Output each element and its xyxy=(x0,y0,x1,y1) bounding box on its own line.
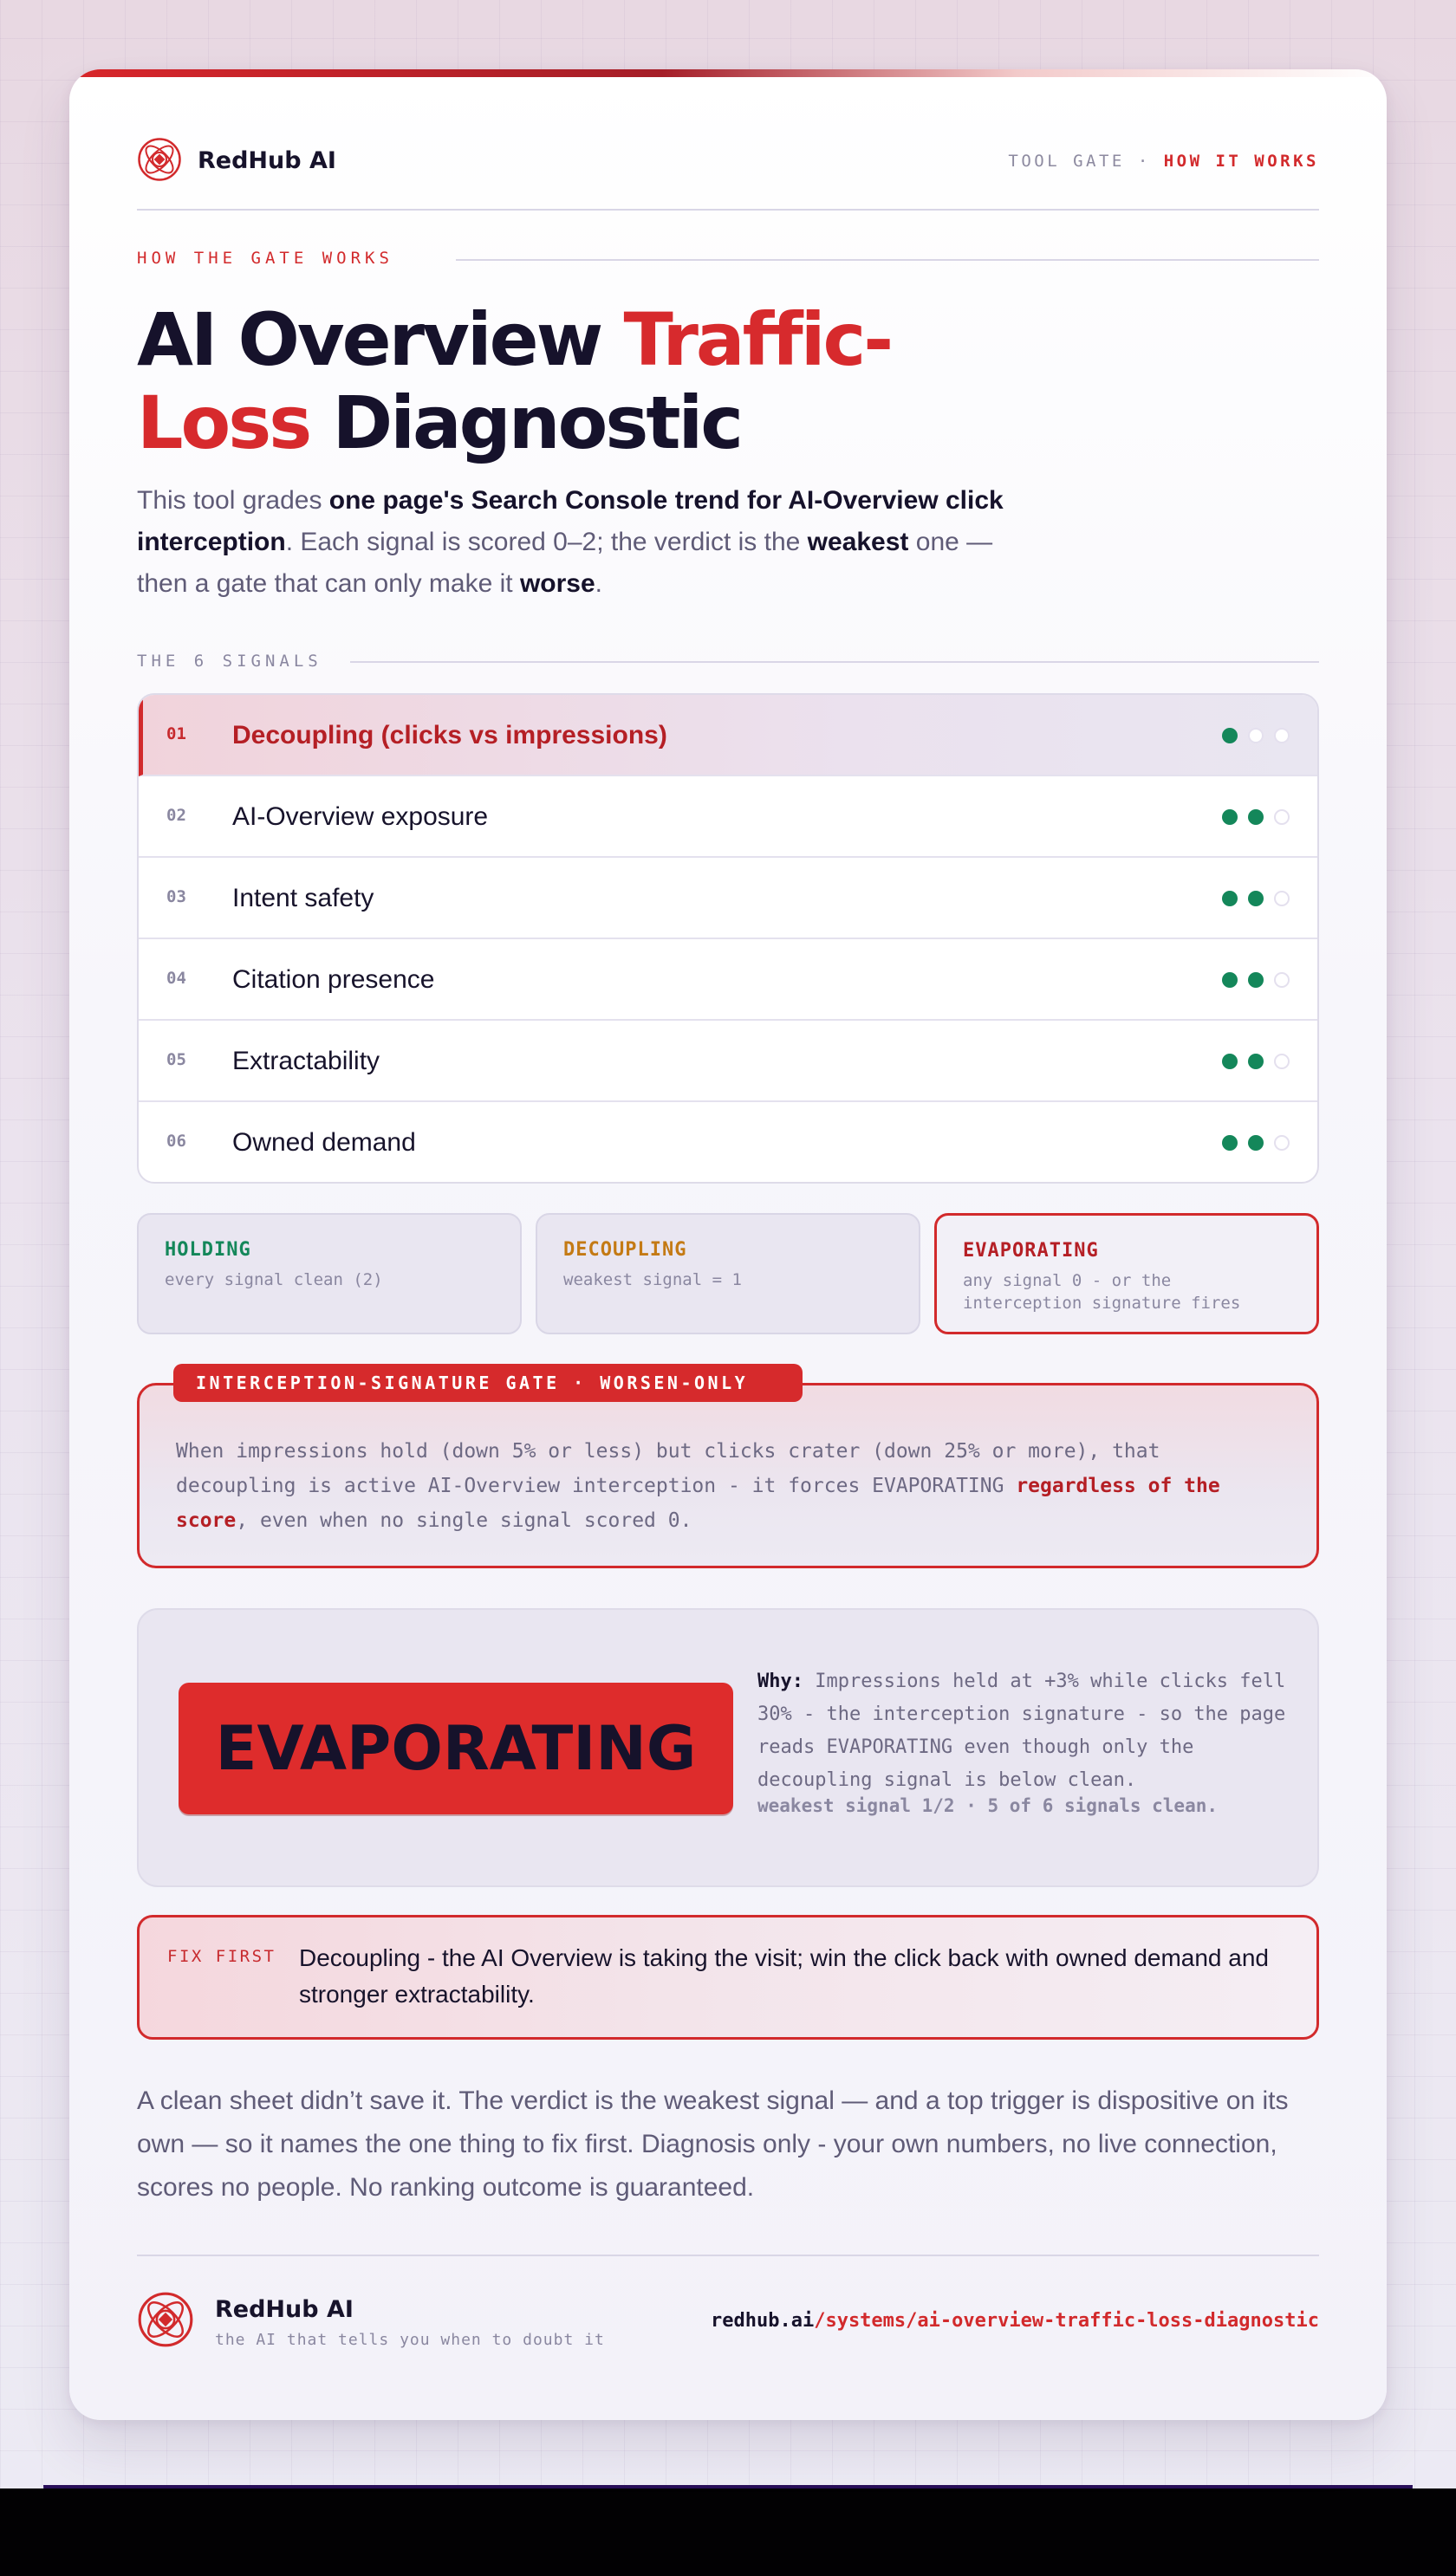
signal-number: 05 xyxy=(166,1050,186,1069)
signal-number: 02 xyxy=(166,806,186,825)
verdict-description: every signal clean (2) xyxy=(165,1270,383,1289)
why-text: Impressions held at +3% while clicks fell 30% - the interception signature - so the page reads EVAPORATING even though only the decoupling signal is below clean. xyxy=(757,1671,1286,1791)
signal-row-extractability[interactable] xyxy=(139,1021,1317,1102)
lead-bold-2: weakest xyxy=(807,528,909,556)
lead-text-4: . xyxy=(595,569,603,598)
score-dots xyxy=(1222,972,1291,988)
verdict-tile-decoupling xyxy=(536,1213,920,1334)
score-dot xyxy=(1222,1054,1238,1069)
signal-number: 03 xyxy=(166,887,186,906)
score-dot xyxy=(1274,1135,1290,1151)
redhub-logo-icon[interactable] xyxy=(137,137,182,182)
score-summary: weakest signal 1/2 · 5 of 6 signals clean. xyxy=(757,1795,1219,1816)
eyebrow-rule xyxy=(456,259,1319,261)
lead-bold-3: worse xyxy=(519,569,595,598)
signal-number: 01 xyxy=(166,724,186,743)
score-dot xyxy=(1222,1135,1238,1151)
header-nav xyxy=(1008,152,1319,171)
score-dot xyxy=(1248,1135,1264,1151)
interception-gate-box xyxy=(137,1383,1319,1568)
score-dot xyxy=(1274,972,1290,988)
title-part-3: Loss xyxy=(137,380,310,465)
nav-separator: · xyxy=(1137,152,1151,171)
closing-paragraph: A clean sheet didn’t save it. The verdict is the weakest signal — and a top trigger is dispositive on its own — so it names the one thing to fix first. Diagnosis only - your own numbers, no live connection, scores no people. No ranking outcome is guaranteed. xyxy=(137,2086,1289,2202)
footer-url-link[interactable] xyxy=(711,2310,1319,2332)
brand-name[interactable]: RedHub AI xyxy=(198,147,336,174)
result-panel xyxy=(137,1608,1319,1887)
lead-bold-1: one page's Search Console trend for AI-Overview click interception xyxy=(137,486,1004,556)
signal-number: 04 xyxy=(166,969,186,988)
title-part-1: AI Overview xyxy=(137,297,624,382)
score-dot xyxy=(1222,972,1238,988)
signals-list xyxy=(137,693,1319,1184)
lead-text-1: This tool grades xyxy=(137,486,329,515)
score-dot xyxy=(1222,728,1238,743)
signal-label: Owned demand xyxy=(232,1128,416,1157)
gate-label-pill: INTERCEPTION-SIGNATURE GATE · WORSEN-ONLY xyxy=(173,1364,803,1402)
verdict-description: any signal 0 - or the interception signature fires xyxy=(963,1271,1241,1313)
fix-first-text: Decoupling - the AI Overview is taking the visit; win the click back with owned demand and stronger extractability. xyxy=(299,1944,1270,2008)
score-dots xyxy=(1222,1054,1291,1069)
score-dot xyxy=(1274,1054,1290,1069)
section-eyebrow: HOW THE GATE WORKS xyxy=(137,249,393,268)
footer-tagline: the AI that tells you when to doubt it xyxy=(215,2331,605,2349)
signal-row-decoupling[interactable] xyxy=(139,695,1317,776)
signal-label: AI-Overview exposure xyxy=(232,802,489,831)
score-dots xyxy=(1222,1135,1291,1151)
why-explanation xyxy=(757,1665,1303,1797)
gate-text-1: When impressions hold (down 5% or less) but clicks crater (down 25% or more), that decoupling is active AI-Overview interception - it forces EVAPORATING xyxy=(176,1440,1160,1497)
signal-row-citation-presence[interactable] xyxy=(139,939,1317,1021)
score-dots xyxy=(1222,809,1291,825)
why-label: Why: xyxy=(757,1671,803,1692)
signal-label: Intent safety xyxy=(232,884,374,912)
verdict-description: weakest signal = 1 xyxy=(563,1270,742,1289)
accent-stripe xyxy=(69,69,1387,77)
url-host: redhub.ai xyxy=(710,2310,815,2332)
score-dot xyxy=(1274,891,1290,906)
main-card xyxy=(69,69,1387,2420)
footer-brand[interactable]: RedHub AI xyxy=(215,2296,354,2323)
footer-divider xyxy=(137,2255,1319,2256)
nav-how-it-works[interactable]: HOW IT WORKS xyxy=(1163,152,1319,171)
score-dot xyxy=(1222,891,1238,906)
nav-tool-gate[interactable]: TOOL GATE xyxy=(1008,152,1125,171)
verdict-name: HOLDING xyxy=(165,1239,251,1261)
signal-row-owned-demand[interactable] xyxy=(139,1102,1317,1184)
signals-heading: THE 6 SIGNALS xyxy=(137,652,322,671)
fix-first-box xyxy=(137,1915,1319,2040)
score-dot xyxy=(1222,809,1238,825)
gate-text-2: , even when no single signal scored 0. xyxy=(236,1509,692,1532)
signal-number: 06 xyxy=(166,1132,186,1151)
lead-text-3: one — then a gate that can only make it xyxy=(137,528,993,598)
verdict-name: EVAPORATING xyxy=(963,1240,1099,1262)
lead-paragraph xyxy=(137,480,1021,605)
score-dot xyxy=(1248,728,1264,743)
title-part-2: Traffic- xyxy=(623,297,892,382)
fix-first-label: FIX FIRST xyxy=(167,1947,276,1966)
score-dot xyxy=(1248,972,1264,988)
gate-highlight: regardless of the score xyxy=(176,1475,1220,1532)
verdict-tile-evaporating xyxy=(934,1213,1319,1334)
bottom-band xyxy=(0,2488,1456,2576)
signals-heading-rule xyxy=(350,661,1319,663)
header-divider xyxy=(137,209,1319,211)
signal-label: Decoupling (clicks vs impressions) xyxy=(232,721,667,749)
signal-label: Extractability xyxy=(232,1047,380,1075)
title-part-4: Diagnostic xyxy=(309,380,742,465)
url-path: /systems/ai-overview-traffic-loss-diagnostic xyxy=(814,2310,1319,2332)
signal-label: Citation presence xyxy=(232,965,435,994)
score-dots xyxy=(1222,891,1291,906)
signal-row-intent-safety[interactable] xyxy=(139,858,1317,939)
score-dot xyxy=(1248,891,1264,906)
score-dot xyxy=(1248,809,1264,825)
header xyxy=(137,135,1319,187)
score-dot xyxy=(1274,809,1290,825)
verdict-name: DECOUPLING xyxy=(563,1239,687,1261)
score-dots xyxy=(1222,728,1291,743)
score-dot xyxy=(1248,1054,1264,1069)
footer-logo-icon[interactable] xyxy=(137,2291,194,2348)
page-title xyxy=(137,298,1090,464)
verdict-tile-holding xyxy=(137,1213,522,1334)
gate-description xyxy=(176,1434,1285,1538)
score-dot xyxy=(1274,728,1290,743)
signal-row-ai-overview-exposure[interactable] xyxy=(139,776,1317,858)
verdict-badge: EVAPORATING xyxy=(179,1683,733,1814)
lead-text-2: . Each signal is scored 0–2; the verdict is the xyxy=(285,528,808,556)
